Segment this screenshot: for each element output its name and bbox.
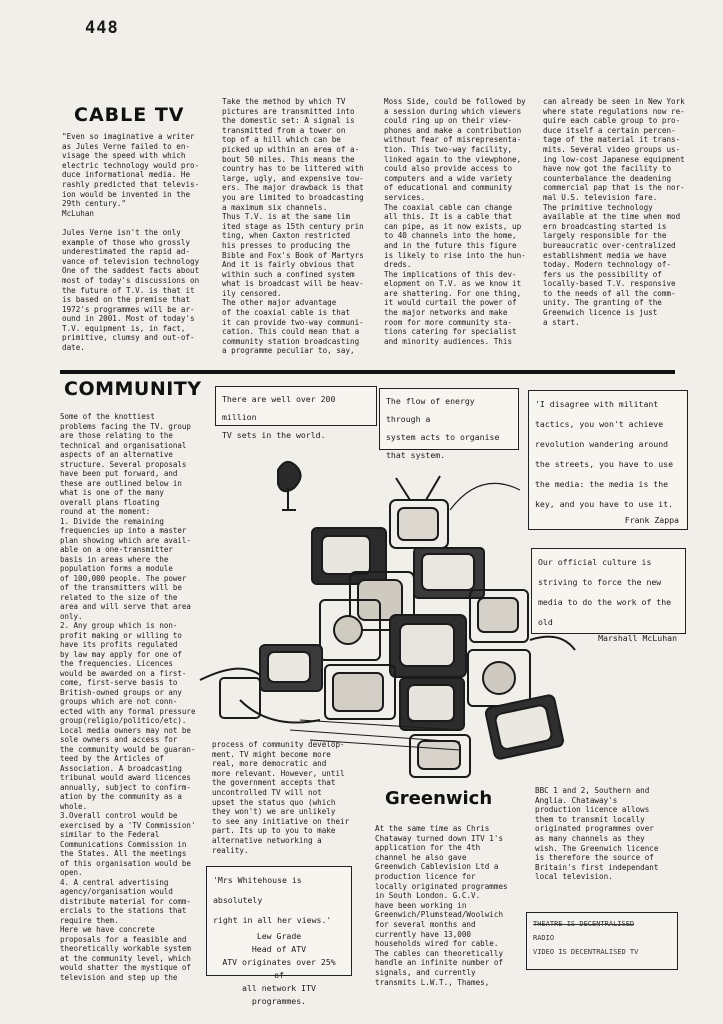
community-column-2: process of community develop- ment. TV might become more real, more democratic and more relevant. However, until the government accepts that uncontrolled TV will not upset the status quo (which they won't) we are unlikely to see any initiative on their part. Its up to you to make alternative networking a reality. [212,740,350,855]
quote-lew-grade-text: 'Mrs Whitehouse is absolutely right in all her views.' [213,875,332,925]
tv-pile-illustration [200,440,580,780]
stamp-line-1: THEATRE IS DECENTRALISED [533,920,635,928]
stamp-line-2: RADIO [533,934,555,942]
cable-tv-column-4: can already be seen in New York where state regulations now re- quire each cable group to pro- duce itself a certain percen- tage of the material it trans- mits. Several video groups us- ing low-cost Japanese equipment have now got the facility to counterbalance the deadening commercial pap that is the nor- mal U.S. television fare. The primitive technology available at the time when mod ern broadcasting started is largely responsible for the bureaucratic over-centralized establishment media we have today. Modern technology of- fers us the possibility of locally-based T.V. responsive to the needs of all the comm- unity. The granting of the Greenwich licence is just a start. [543,97,685,327]
cable-tv-heading: CABLE TV [74,104,185,126]
greenwich-column-1: At the same time as Chris Chataway turned down ITV 1's application for the 4th channel he also gave Greenwich Cablevision Ltd a production licence for locally originated programmes in South London. G.C.V. have been working in Greenwich/Plumstead/Woolwich for several months and currently have 13,000 households wired for cable. The cables can theoretically handle an infinite number of signals, and currently transmits L.W.T., Thames, [375,824,508,987]
cable-tv-column-3: Moss Side, could be followed by a session during which viewers could ring up on their view- phones and make a contribution without fear of misrepresenta- tion. This two-way facility, linked again to the viewphone, could also provide access to computers and a wide variety of educational and community services. The coaxial cable can change all this. It is a cable that can pipe, as it now exists, up to 40 channels into the home, and in the future this figure is likely to rise into the hun- dreds. The implications of this dev- elopment on T.V. as we know it are shattering. For one thing, it would curtail the power of the major networks and make room for more community sta- tions catering for specialist and minority audiences. This [384,97,526,346]
greenwich-column-2: BBC 1 and 2, Southern and Anglia. Chataway's production licence allows them to transmit locally originated programmes over as many channels as they wish. The Greenwich licence is therefore the source of Britain's first independant local television. [535,786,659,882]
stamp-line-3: VIDEO IS DECENTRALISED TV [533,948,639,956]
section-divider [60,370,675,374]
cable-tv-column-1: "Even so imaginative a writer as Jules Verne failed to en- visage the speed with which electric technology would pro- duce informational media. He rashly predicted that televis- ion would be invented in the 29th century." McLuhan Jules Verne isn't the only example of those who grossly underestimated the rapid ad- vance of television technology One of the saddest facts about most of today's discussions on the future of T.V. is that it is based on the premise that 1972's programmes will be ar- ound in 2001. Most of today's T.V. equipment is, in fact, primitive, clumsy and out-of- date. [62,132,200,353]
quote-zappa-attribution: Frank Zappa [624,515,679,525]
quote-mcluhan-text: Our official culture is striving to force the new media to do the work of the old [538,557,672,627]
quote-flow-of-energy-text: The flow of energy through a system acts to organise that system. [386,396,500,460]
page-number: 448 [85,18,119,38]
greenwich-heading: Greenwich [385,788,493,809]
quote-box-tv-sets [215,386,377,440]
decentralised-stamp [526,912,678,970]
quote-box-lew-grade [206,866,352,1006]
quote-zappa-text: 'I disagree with militant tactics, you won't achieve revolution wandering around the streets, you have to use the media: the media is the key, and you have to use it. [535,399,674,509]
community-column-1: Some of the knottiest problems facing the TV. group are those relating to the technical and organisational aspects of an alternative structure. Several proposals have been put forward, and these are outlined below in what is one of the many overall plans floating round at the moment: 1. Divide the remaining frequencies up into a master plan showing which are avail- able on a one-transmitter basis in areas where the population forms a module of 100,000 people. The power of the transmitters will be related to the size of the area and will serve that area only. 2. Any group which is non- profit making or willing to have its profits regulated by law may apply for one of the frequencies. Licences would be awarded on a first- come, first-serve basis to British-owned groups or any groups which are not conn- ected with any formal pressure group(religio/politico/etc). Local media owners may not be sole owners and access for the community would be guaran- teed by the Articles of Association. A broadcasting tribunal would award licences annually, subject to confirm- ation by the community as a whole. 3.Overall control would be exercised by a 'TV Commission' similar to the Federal Communications Commission in the States. All the meetings of this organisation would be open. 4. A central advertising agency/organisation would distribute material for comm- ercials to the stations that require them. Here we have concrete proposals for a feasible and theoretically workable system at the community level, which would shatter the mystique of television and step up the [60,412,196,982]
quote-lew-grade-attribution: Lew Grade Head of ATV ATV originates over 25% of all network ITV programmes. [222,931,336,1006]
quote-mcluhan-attribution: Marshall McLuhan [598,633,677,643]
community-heading: COMMUNITY [64,378,202,400]
cable-tv-column-2: Take the method by which TV pictures are transmitted into the domestic set: A signal is transmitted from a tower on top of a hill which can be picked up within an area of a- bout 50 miles. This means the country has to be littered with large, ugly, and expensive tow- ers. The major drawback is that you are limited to broadcasting a maximum six channels. Thus T.V. is at the same lim ited stage as 15th century prin ting, when Caxton restricted his presses to producing the Bible and Fox's Book of Martyrs And it is fairly obvious that within such a confined system what is broadcast will be heav- ily censored. The other major advantage of the coaxial cable is that it can provide two-way communi- cation. This could mean that a community station broadcasting a programme peculiar to, say, [222,97,364,356]
quote-tv-sets-text: There are well over 200 million TV sets in the world. [222,394,336,440]
